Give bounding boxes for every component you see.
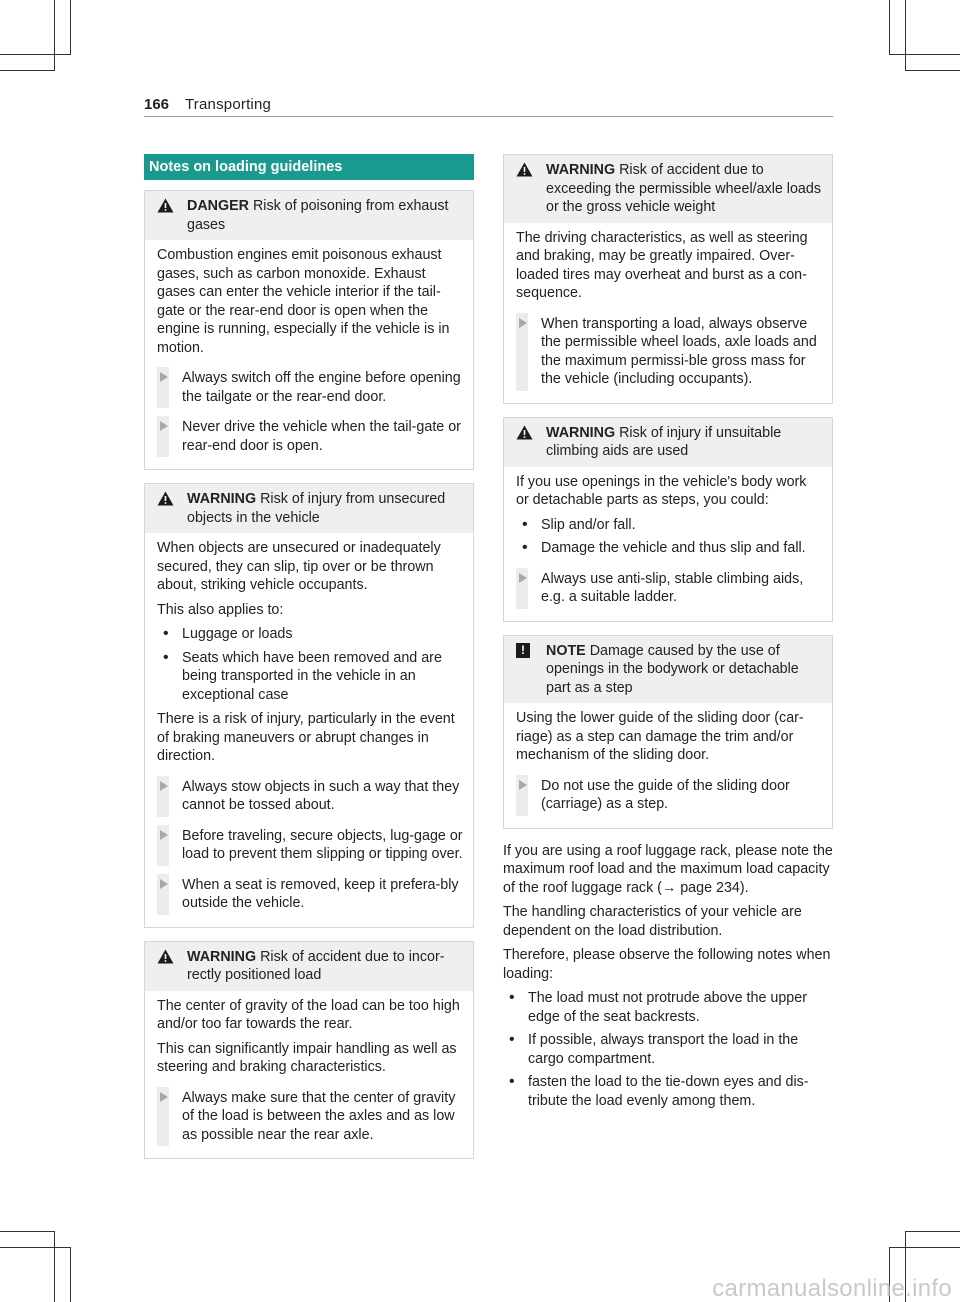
paragraph: The handling characteristics of your vehicle are dependent on the load distribution. xyxy=(503,904,802,939)
crop-mark xyxy=(70,1247,71,1302)
warning-title: Risk of accident due to incor-rectly positioned load xyxy=(187,948,445,983)
note-exclamation-icon: ! xyxy=(516,643,530,658)
crop-mark xyxy=(889,54,960,55)
list-item: • Damage the vehicle and thus slip and fall. xyxy=(516,539,822,558)
step-item xyxy=(157,827,463,864)
warning-triangle-icon xyxy=(157,198,174,213)
step-item xyxy=(157,418,463,455)
step-arrow-icon xyxy=(516,775,528,816)
page-header xyxy=(144,95,833,117)
crop-mark xyxy=(0,1247,71,1248)
step-text: Always use anti-slip, stable climbing aids, e.g. a suitable ladder. xyxy=(541,570,804,605)
list-item: • Slip and/or fall. xyxy=(516,516,822,535)
crop-mark xyxy=(70,0,71,55)
section-title: Notes on loading guidelines xyxy=(144,154,474,180)
crop-mark xyxy=(905,70,960,71)
danger-body xyxy=(145,240,473,469)
list-item: • Seats which have been removed and are being transported in the vehicle in an exceptional case xyxy=(157,649,463,705)
step-arrow-icon xyxy=(157,776,169,817)
step-item xyxy=(516,570,822,607)
list-item: • Luggage or loads xyxy=(157,625,463,644)
warning-header xyxy=(504,155,832,223)
list-item: • fasten the load to the tie-down eyes and dis-tribute the load evenly among them. xyxy=(503,1073,833,1110)
step-text: When a seat is removed, keep it prefera-bly outside the vehicle. xyxy=(182,876,459,911)
paragraph: If you are using a roof luggage rack, please note the maximum roof load and the maximum load capacity of the roof luggage rack (→ page 234). xyxy=(503,842,833,896)
list-item: • If possible, always transport the load in the cargo compartment. xyxy=(503,1031,833,1068)
note-label: NOTE xyxy=(546,642,586,659)
crop-mark xyxy=(0,70,55,71)
step-item xyxy=(157,369,463,406)
warning-text: There is a risk of injury, particularly in the event of braking maneuvers or abrupt changes in direction. xyxy=(157,711,455,764)
danger-header xyxy=(145,191,473,240)
step-arrow-icon xyxy=(516,568,528,609)
warning-triangle-icon xyxy=(157,491,174,506)
step-text: Always switch off the engine before opening the tailgate or the rear-end door. xyxy=(182,370,461,405)
warning-title: Risk of injury from unsecured objects in the vehicle xyxy=(187,491,446,526)
warning-header xyxy=(145,484,473,533)
crop-mark xyxy=(905,0,906,71)
bullet-list xyxy=(503,989,833,1110)
step-arrow-icon xyxy=(157,416,169,457)
warning-text: This can significantly impair handling as well as steering and braking characteristics. xyxy=(157,1040,457,1075)
crop-mark xyxy=(889,1247,960,1248)
warning-box xyxy=(503,154,833,404)
step-text: When transporting a load, always observe the permissible wheel loads, axle loads and the maximum permissi-ble gross mass for the vehicle (including occupants). xyxy=(541,315,817,387)
warning-text: The driving characteristics, as well as steering and braking, may be greatly impaired. Over-loaded tires may overheat and burst as a con-sequence. xyxy=(516,229,808,301)
note-title: Damage caused by the use of openings in the bodywork or detachable part as a step xyxy=(546,642,799,696)
warning-box xyxy=(503,417,833,622)
note-box xyxy=(503,635,833,829)
page-number: 166 xyxy=(144,96,170,113)
warning-box xyxy=(144,483,474,928)
page-title: Transporting xyxy=(185,96,272,113)
crop-mark xyxy=(905,1231,960,1232)
warning-body xyxy=(504,467,832,621)
bullet-list xyxy=(157,625,463,704)
step-item xyxy=(157,1089,463,1145)
warning-text: When objects are unsecured or inadequately secured, they can slip, tip over or be thrown about, striking vehicle occupants. xyxy=(157,540,441,593)
warning-triangle-icon xyxy=(157,949,174,964)
warning-header xyxy=(145,942,473,991)
danger-title: Risk of poisoning from exhaust gases xyxy=(187,198,449,233)
crop-mark xyxy=(889,0,890,55)
warning-title: Risk of injury if unsuitable climbing aids are used xyxy=(546,424,782,459)
watermark: carmanualsonline.info xyxy=(712,1274,952,1302)
left-column xyxy=(144,154,474,1172)
step-text: Before traveling, secure objects, lug-gage or load to prevent them slipping or tipping over. xyxy=(182,827,463,862)
note-header xyxy=(504,636,832,704)
step-text: Always stow objects in such a way that they cannot be tossed about. xyxy=(182,778,460,813)
crop-mark xyxy=(54,1231,55,1302)
crop-mark xyxy=(54,0,55,71)
step-text: Always make sure that the center of gravity of the load is between the axles and as low as possible near the rear axle. xyxy=(182,1089,456,1143)
warning-body xyxy=(145,991,473,1159)
warning-title: Risk of accident due to exceeding the permissible wheel/axle loads or the gross vehicle weight xyxy=(546,162,821,215)
right-column xyxy=(503,154,833,1116)
step-text: Do not use the guide of the sliding door (carriage) as a step. xyxy=(541,777,790,812)
warning-triangle-icon xyxy=(516,162,533,177)
list-item: • The load must not protrude above the upper edge of the seat backrests. xyxy=(503,989,833,1026)
note-body xyxy=(504,703,832,828)
warning-label: WARNING xyxy=(187,948,257,965)
warning-text: This also applies to: xyxy=(157,601,284,618)
step-item xyxy=(516,777,822,814)
step-item xyxy=(516,315,822,389)
warning-text: If you use openings in the vehicle's body work or detachable parts as steps, you could: xyxy=(516,473,807,508)
warning-header xyxy=(504,418,832,467)
warning-label: WARNING xyxy=(546,162,616,178)
crop-mark xyxy=(0,54,71,55)
step-arrow-icon xyxy=(157,367,169,408)
warning-label: WARNING xyxy=(187,491,257,507)
warning-text: The center of gravity of the load can be too high and/or too far towards the rear. xyxy=(157,997,460,1032)
step-arrow-icon xyxy=(157,825,169,866)
step-arrow-icon xyxy=(516,313,528,391)
warning-body xyxy=(145,533,473,927)
step-item xyxy=(157,876,463,913)
step-arrow-icon xyxy=(157,1087,169,1147)
warning-label: WARNING xyxy=(546,424,616,441)
paragraph: Therefore, please observe the following notes when loading: xyxy=(503,947,831,982)
danger-label: DANGER xyxy=(187,198,249,214)
danger-box xyxy=(144,190,474,470)
step-item xyxy=(157,778,463,815)
step-text: Never drive the vehicle when the tail-gate or rear-end door is open. xyxy=(182,419,461,454)
note-text: Using the lower guide of the sliding door (car-riage) as a step can damage the trim and/or mechanism of the sliding door. xyxy=(516,710,804,763)
bullet-list xyxy=(516,516,822,558)
warning-body xyxy=(504,223,832,403)
crop-mark xyxy=(0,1231,55,1232)
warning-triangle-icon xyxy=(516,425,533,440)
danger-text: Combustion engines emit poisonous exhaust gases, such as carbon monoxide. Exhaust gases can enter the vehicle interior if the tail-gate or the rear-end door is open when the engine is running, especially if the vehicle is in motion. xyxy=(157,247,450,356)
warning-box xyxy=(144,941,474,1160)
body-text xyxy=(503,842,833,1111)
step-arrow-icon xyxy=(157,874,169,915)
